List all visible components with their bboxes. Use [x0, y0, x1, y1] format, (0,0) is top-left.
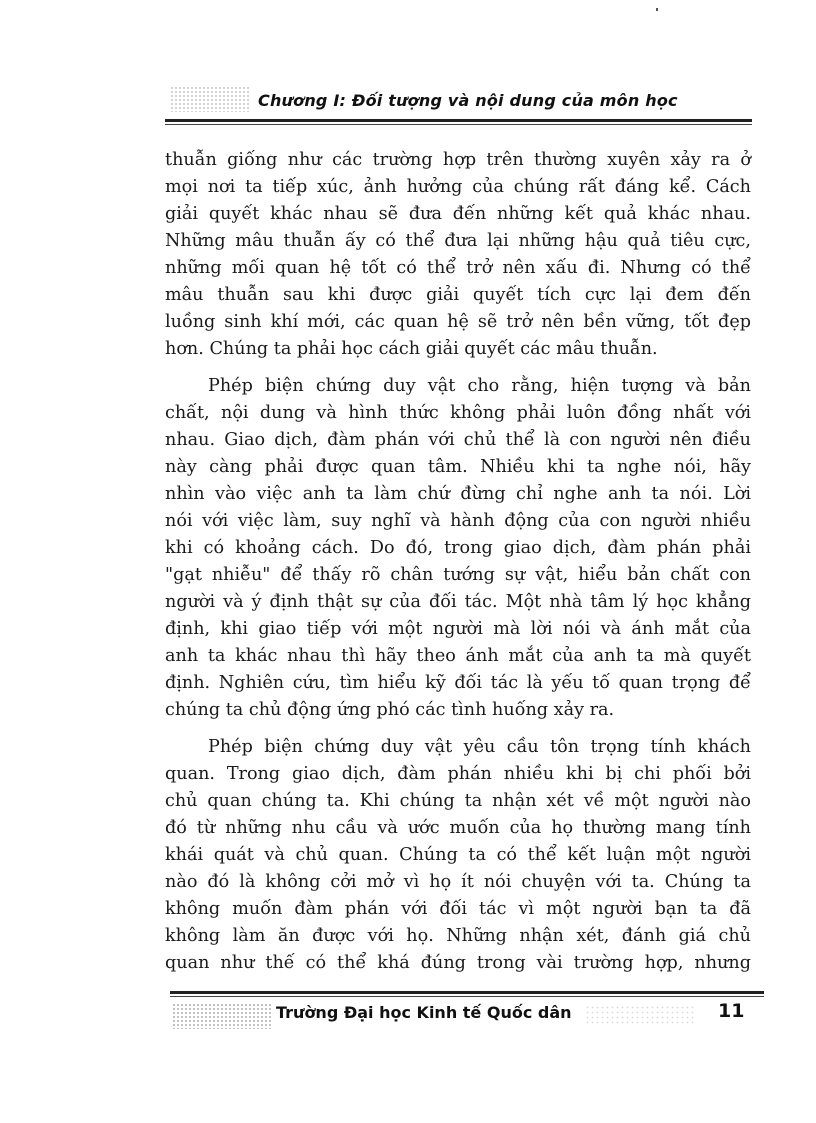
text-line: chất, nội dung và hình thức không phải luôn đồng nhất với [165, 403, 751, 423]
footer-university-name: Trường Đại học Kinh tế Quốc dân [276, 1003, 572, 1022]
paragraph-2 [165, 373, 751, 724]
text-line: "gạt nhiễu" để thấy rõ chân tướng sự vật, hiểu bản chất con [165, 565, 751, 585]
text-line: nào đó là không cởi mở vì họ ít nói chuyện với ta. Chúng ta [165, 872, 751, 892]
text-line: chúng ta chủ động ứng phó các tình huống xảy ra. [165, 700, 615, 720]
paragraph-1 [165, 147, 751, 363]
text-line: Phép biện chứng duy vật cho rằng, hiện tượng và bản [208, 376, 751, 396]
paragraph-3 [165, 734, 751, 977]
text-line: người và ý định thật sự của đối tác. Một nhà tâm lý học khẳng [165, 592, 751, 612]
text-line: nói với việc làm, suy nghĩ và hành động của con người nhiều [165, 511, 751, 531]
text-line: định. Nghiên cứu, tìm hiểu kỹ đối tác là yếu tố quan trọng để [165, 673, 751, 693]
scan-mark [656, 8, 658, 11]
text-line: nhìn vào việc anh ta làm chứ đừng chỉ nghe anh ta nói. Lời [165, 484, 751, 504]
page-body [165, 147, 751, 977]
text-line: đó từ những nhu cầu và ước muốn của họ thường mang tính [165, 818, 751, 838]
text-line: này càng phải được quan tâm. Nhiều khi ta nghe nói, hãy [165, 457, 751, 477]
footer-rule-thin [170, 996, 764, 997]
text-line: không làm ăn được với họ. Những nhận xét, đánh giá chủ [165, 926, 751, 946]
text-line: Phép biện chứng duy vật yêu cầu tôn trọng tính khách [208, 737, 751, 757]
text-line: định, khi giao tiếp với một người mà lời nói và ánh mắt của [165, 619, 751, 639]
page-number: 11 [718, 1000, 745, 1022]
chapter-title: Chương I: Đối tượng và nội dung của môn học [258, 91, 678, 110]
text-line: những mối quan hệ tốt có thể trở nên xấu đi. Nhưng có thể [165, 258, 751, 278]
text-line: nhau. Giao dịch, đàm phán với chủ thể là con người nên điều [165, 430, 751, 450]
text-line: không muốn đàm phán với đối tác vì một người bạn ta đã [165, 899, 751, 919]
header-ornament [170, 86, 250, 112]
text-line: hơn. Chúng ta phải học cách giải quyết các mâu thuẫn. [165, 339, 658, 359]
text-line: giải quyết khác nhau sẽ đưa đến những kết quả khác nhau. [165, 204, 751, 224]
text-line: luồng sinh khí mới, các quan hệ sẽ trở nên bền vững, tốt đẹp [165, 312, 751, 332]
text-line: quan như thế có thể khá đúng trong vài trường hợp, nhưng [165, 953, 751, 973]
text-line: quan. Trong giao dịch, đàm phán nhiều khi bị chi phối bởi [165, 764, 751, 784]
text-line: Những mâu thuẫn ấy có thể đưa lại những hậu quả tiêu cực, [165, 231, 751, 251]
text-line: khi có khoảng cách. Do đó, trong giao dịch, đàm phán phải [165, 538, 751, 558]
footer-ornament-right [585, 1005, 695, 1025]
text-line: khái quát và chủ quan. Chúng ta có thể kết luận một người [165, 845, 751, 865]
text-line: thuẫn giống như các trường hợp trên thường xuyên xảy ra ở [165, 150, 751, 170]
header-rule [165, 119, 752, 122]
header-rule-thin [165, 124, 752, 125]
footer-ornament [172, 1003, 272, 1029]
text-line: mọi nơi ta tiếp xúc, ảnh hưởng của chúng rất đáng kể. Cách [165, 177, 751, 197]
text-line: mâu thuẫn sau khi được giải quyết tích cực lại đem đến [165, 285, 751, 305]
text-line: anh ta khác nhau thì hãy theo ánh mắt của anh ta mà quyết [165, 646, 751, 666]
footer-rule [170, 991, 764, 994]
text-line: chủ quan chúng ta. Khi chúng ta nhận xét về một người nào [165, 791, 751, 811]
